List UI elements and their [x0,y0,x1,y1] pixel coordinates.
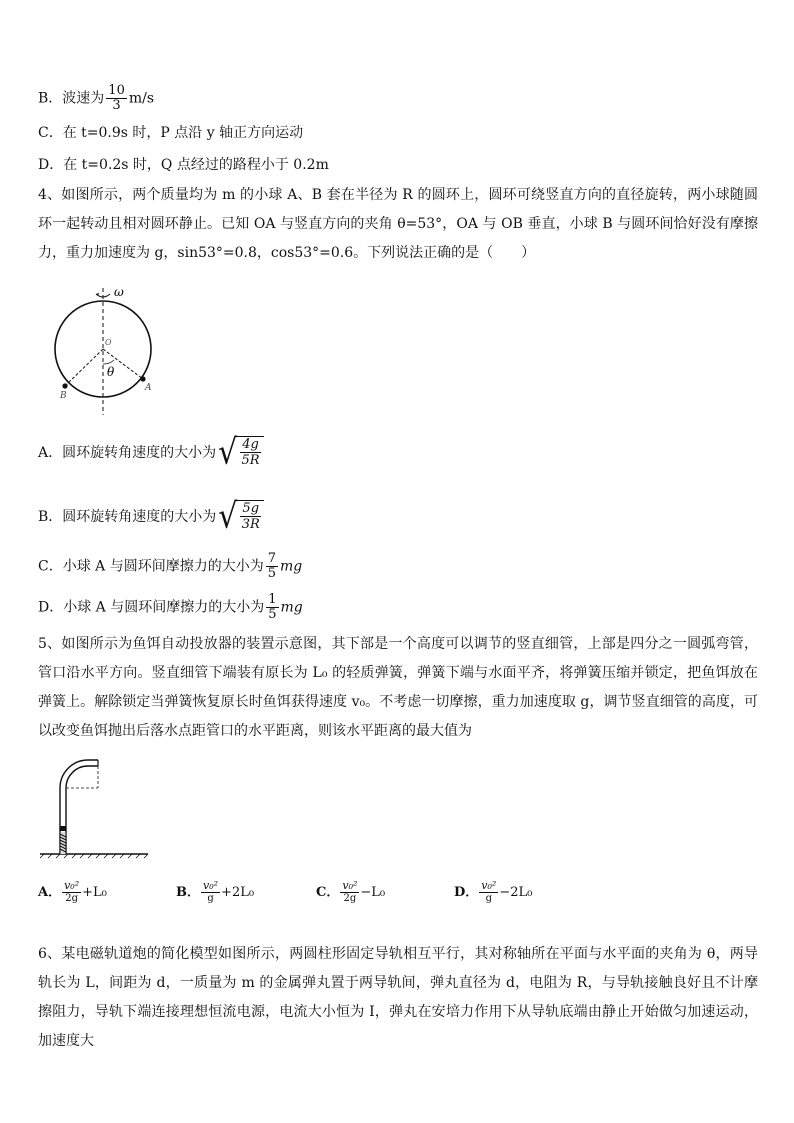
q4-option-a [38,432,264,473]
option-label: D． [454,885,479,900]
q3-option-d: D．在 t=0.2s 时，Q 点经过的路程小于 0.2m [38,157,329,173]
option-label: A． [38,885,62,900]
q4-option-c-text: C．小球 A 与圆环间摩擦力的大小为 [38,558,264,575]
tube-inner [66,766,98,854]
fraction-numerator: 7 [267,551,277,566]
ball-b [62,383,67,388]
point-a-label: A [145,383,152,393]
q5-option-a [38,880,107,905]
q5-option-b [176,880,254,905]
option-label: B． [176,885,200,900]
sqrt-denominator: 5R [241,453,260,468]
q4-option-d-fraction [266,593,278,622]
ball-a [140,376,145,381]
q3-option-b [38,84,154,113]
sqrt-expression [218,496,264,537]
option-fraction [201,880,220,905]
radius-ob [65,349,103,386]
fraction-denominator: 5 [267,566,277,581]
fraction-numerator: 10 [108,83,125,98]
q4-option-b [38,496,264,537]
q4-option-b-text: B．圆环旋转角速度的大小为 [38,509,217,525]
q4-ring-figure [48,282,158,422]
sqrt-expression [218,432,264,473]
center-o-label: O [105,338,112,347]
q4-option-d-unit: mg [280,599,303,616]
spring-icon [60,832,66,854]
fraction-denominator: 3 [112,98,121,113]
sqrt-sign-icon: √ [218,496,238,537]
sqrt-denominator: 3R [241,517,260,532]
option-tail: +2L₀ [221,885,255,900]
q4-option-d [38,593,303,622]
fraction-numerator: 1 [268,592,277,607]
fraction-denominator: g [207,893,214,904]
omega-label: ω [114,285,124,299]
option-fraction [479,880,498,905]
q3-option-c: C．在 t=0.9s 时，P 点沿 y 轴正方向运动 [38,125,304,141]
q5-option-c [316,880,385,905]
q4-option-d-text: D．小球 A 与圆环间摩擦力的大小为 [38,599,265,616]
q5-option-d [454,880,532,905]
q3-option-b-unit: m/s [128,90,155,107]
q4-option-a-text: A．圆环旋转角速度的大小为 [38,445,217,461]
fraction-denominator: 5 [268,607,277,622]
option-label: C． [316,885,340,900]
fraction-denominator: g [485,893,492,904]
theta-arc [103,360,114,364]
q3-option-b-text: B．波速为 [38,90,105,107]
bait [61,826,66,831]
fraction-denominator: 2g [343,893,357,904]
option-fraction [340,880,359,905]
option-tail: +L₀ [82,885,107,900]
fraction-numerator: v₀² [342,879,358,892]
q6-stem: 6、某电磁轨道炮的简化模型如图所示，两圆柱形固定导轨相互平行，其对称轴所在平面与水平面的夹角为 θ，两导轨长为 L，间距为 d，一质量为 m 的金属弹丸置于两导轨间，弹丸直径为 d，电阻为 R，与导轨接触良好且不计摩擦阻力，导轨下端连接理想恒流电源，电流大小恒为 I，弹丸在安培力作用下从导轨底端由静止开始做匀加速运动，加速度大 [38,946,758,1049]
q4-stem: 4、如图所示，两个质量均为 m 的小球 A、B 套在半径为 R 的圆环上，圆环可绕竖直方向的直径旋转，两小球随圆环一起转动且相对圆环静止。已知 OA 与竖直方向的夹角 θ=53°，OA 与 OB 垂直，小球 B 与圆环间恰好没有摩擦力，重力加速度为 g，sin53°=0.8，cos53°=0.6。下列说法正确的是（ ） [38,187,758,261]
sqrt-numerator: 5g [242,501,260,516]
q5-launcher-figure [40,758,160,858]
q4-option-c-fraction [266,552,278,581]
point-b-label: B [60,391,67,401]
fraction-numerator: v₀² [203,879,219,892]
fraction-denominator: 2g [65,893,78,904]
option-tail: −L₀ [360,885,386,900]
option-tail: −2L₀ [499,885,533,900]
q4-option-c [38,552,302,581]
fraction-numerator: v₀² [481,879,497,892]
sqrt-numerator: 4g [242,437,259,452]
sqrt-sign-icon: √ [218,432,238,473]
theta-label: θ [107,365,115,379]
fraction-numerator: v₀² [64,879,80,892]
q5-stem: 5、如图所示为鱼饵自动投放器的装置示意图，其下部是一个高度可以调节的竖直细管，上部是四分之一圆弧弯管，管口沿水平方向。竖直细管下端装有原长为 L₀ 的轻质弹簧，弹簧下端与水面平齐，将弹簧压缩并锁定，把鱼饵放在弹簧上。解除锁定当弹簧恢复原长时鱼饵获得速度 v₀。不考虑一切摩擦，重力加速度取 g，调节竖直细管的高度，可以改变鱼饵抛出后落水点距管口的水平距离，则该水平距离的最大值为 [38,636,758,739]
q3-option-b-fraction [106,84,127,113]
option-fraction [62,880,81,905]
q4-option-c-unit: mg [280,558,303,575]
